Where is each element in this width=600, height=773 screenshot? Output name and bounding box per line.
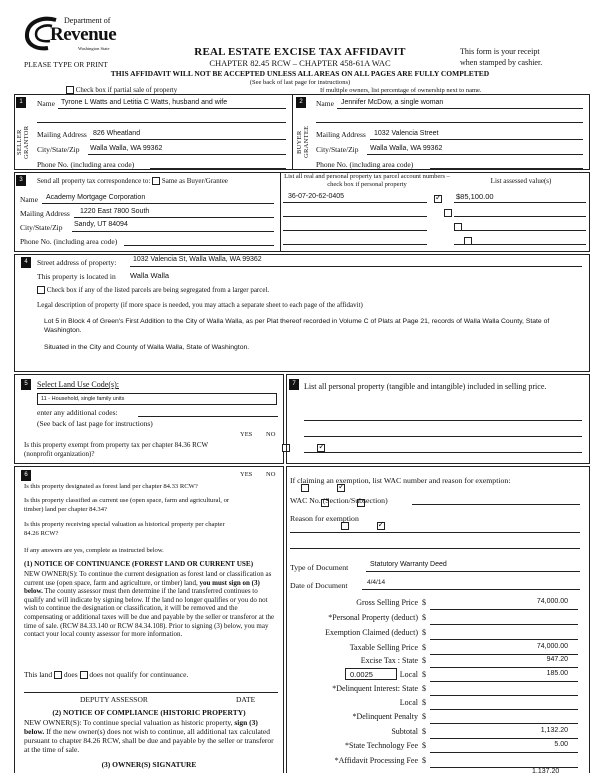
gross-row <box>290 598 578 610</box>
section-6-number: 6 <box>21 470 31 481</box>
s5-see-back: (See back of last page for instructions) <box>37 419 153 428</box>
local-tax-label: Local <box>399 670 418 679</box>
continuance-row <box>24 670 188 679</box>
warning-text: THIS AFFIDAVIT WILL NOT BE ACCEPTED UNLESS ALL AREAS ON ALL PAGES ARE FULLY COMPLETED <box>110 69 490 78</box>
s3-phone-line <box>124 245 274 246</box>
enter-codes-label: enter any additional codes: <box>37 408 118 417</box>
current-use-question: Is this property classified as current use (open space, farm and agricultural, or timber) land per chapter 84.34? <box>24 497 230 513</box>
buyer-name-label: Name <box>316 99 334 108</box>
notice-1-body-bold: you must sign on (3) below. <box>24 578 260 596</box>
buyer-phone-line <box>430 168 583 169</box>
same-as-buyer-checkbox[interactable] <box>152 177 160 185</box>
parcel-line-1 <box>283 202 427 203</box>
notice-1-title: (1) NOTICE OF CONTINUANCE (FOREST LAND OR CURRENT USE) <box>24 560 254 568</box>
s5-yes-header: YES <box>240 431 253 438</box>
partial-sale-label: Check box if partial sale of property <box>75 86 178 94</box>
penalty-label: *Delinquent Penalty <box>352 712 418 721</box>
buyer-name-line <box>337 108 583 109</box>
parcel-line-4 <box>283 244 427 245</box>
s3-mailing-value: 1220 East 7800 South <box>80 208 150 215</box>
historic-question: Is this property receiving special valuation as historical property per chapter 84.26 RCW? <box>24 521 225 537</box>
see-back-text: (See back of last page for instructions) <box>249 79 351 86</box>
s3-city-line <box>72 231 274 232</box>
affidavit-fee-dollar: $ <box>422 756 426 765</box>
send-correspondence-row <box>37 177 228 185</box>
send-correspondence-label: Send all property tax correspondence to: <box>37 177 151 185</box>
same-as-buyer-label: Same as Buyer/Grantee <box>161 177 228 185</box>
doc-type-line <box>366 571 580 572</box>
subtotal-line <box>430 738 578 739</box>
notice-3-title: (3) OWNER(S) SIGNATURE <box>101 760 197 769</box>
state-tax-label: Excise Tax : State <box>360 656 418 665</box>
if-yes-note: If any answers are yes, complete as instructed below. <box>24 547 164 554</box>
gross-dollar: $ <box>422 598 426 607</box>
local-tax-dollar: $ <box>422 670 426 679</box>
parcel-line-2 <box>283 216 427 217</box>
segregated-row <box>37 286 269 294</box>
assessed-line-4 <box>454 244 586 245</box>
taxable-row <box>290 643 578 655</box>
subtotal-row <box>290 727 578 739</box>
s3-mailing-line <box>74 217 274 218</box>
qualify-label: qualify for continuance. <box>116 670 189 679</box>
s3-name-value: Academy Mortgage Corporation <box>46 194 146 201</box>
gross-line <box>430 609 578 610</box>
taxable-label: Taxable Selling Price <box>349 643 418 652</box>
affidavit-fee-row <box>290 756 578 768</box>
personal-property-note: List all personal property (tangible and intangible) included in selling price. <box>304 382 547 391</box>
penalty-line <box>430 723 578 724</box>
receipt-note-2: when stamped by cashier. <box>460 58 543 67</box>
receipt-note-1: This form is your receipt <box>460 47 540 56</box>
exemption-line <box>430 639 578 640</box>
buyer-city-value: Walla Walla, WA 99362 <box>370 145 443 152</box>
parcel-header: List all real and personal property tax parcel account numbers – check box if personal property <box>284 173 450 188</box>
tech-fee-line <box>430 752 578 753</box>
enter-codes-line <box>138 416 278 417</box>
seller-mailing-label: Mailing Address <box>37 130 87 139</box>
logo-line3: Washington State <box>78 46 110 51</box>
personal-property-line-1 <box>304 420 582 421</box>
personal-label: *Personal Property (deduct) <box>328 613 418 622</box>
assessed-line-2 <box>454 216 586 217</box>
buyer-name-value: Jennifer McDow, a single woman <box>341 99 444 106</box>
section-4-number: 4 <box>21 257 31 268</box>
seller-name-line <box>58 108 286 109</box>
subtotal-label: Subtotal <box>391 727 418 736</box>
section-1-number: 1 <box>16 97 26 108</box>
notice-2-body-bold: sign (3) below. <box>24 718 258 736</box>
buyer-name-line-2 <box>316 122 583 123</box>
notice-1-body-a: NEW OWNER(S): To continue the current designation as forest land or classification as current use (open space, farm and agriculture, or timber) land, <box>24 570 272 587</box>
does-label: does <box>63 670 78 679</box>
parcel-line-3 <box>283 230 427 231</box>
delinq-int-line <box>430 695 578 696</box>
logo-line1: Department of <box>64 16 111 25</box>
state-tax-line <box>430 667 578 668</box>
s5-no-header: NO <box>266 431 276 438</box>
s6-yes-header: YES <box>240 471 253 478</box>
does-not-label: does not <box>89 670 115 679</box>
notice-1-body <box>24 570 278 639</box>
doc-date-line <box>362 589 580 590</box>
street-label: Street address of property: <box>37 258 117 267</box>
penalty-row <box>290 712 578 724</box>
section-3-number: 3 <box>16 175 26 186</box>
multiple-owners-note: If multiple owners, list percentage of ownership next to name. <box>320 87 482 94</box>
doc-type-label: Type of Document <box>290 563 349 572</box>
notice-2-title: (2) NOTICE OF COMPLIANCE (HISTORIC PROPERTY) <box>52 708 246 717</box>
local-tax-value: 185.00 <box>546 670 568 677</box>
exemption-row <box>290 628 578 640</box>
wac-line <box>412 504 580 505</box>
doc-date-value: 4/4/14 <box>367 579 386 586</box>
forest-question: Is this property designated as forest land per chapter 84.33 RCW? <box>24 483 198 490</box>
buyer-city-line <box>367 154 583 155</box>
tech-fee-dollar: $ <box>422 741 426 750</box>
located-label: This property is located in <box>37 272 116 281</box>
local-tax-row <box>290 670 578 682</box>
reason-line-1 <box>290 532 580 533</box>
state-tax-row <box>290 656 578 668</box>
notice-2-body-b: If the new owner(s) does not wish to continue, all additional tax calculated pursuant to chapter 84.26 RCW, shall be due and payable by the seller or transferor at the time of sale. <box>24 727 274 754</box>
tech-fee-label: *State Technology Fee <box>344 741 418 750</box>
personal-property-checkbox-1[interactable] <box>434 195 442 203</box>
buyer-side-label: BUYER GRANTEE <box>296 125 310 159</box>
reason-label: Reason for exemption <box>290 514 359 523</box>
exemption-claim-label: If claiming an exemption, list WAC number and reason for exemption: <box>290 476 511 485</box>
divider-s3 <box>280 172 281 252</box>
seller-phone-label: Phone No. (including area code) <box>37 160 135 169</box>
segregated-label: Check box if any of the listed parcels are being segregated from a larger parcel. <box>46 286 270 294</box>
s3-mailing-label: Mailing Address <box>20 209 70 218</box>
seller-name-line-2 <box>37 122 286 123</box>
subtotal-dollar: $ <box>422 727 426 736</box>
delinq-int-dollar: $ <box>422 684 426 693</box>
buyer-mailing-line <box>370 139 583 140</box>
seller-name-value: Tyrone L Watts and Letitia C Watts, husband and wife <box>61 99 228 106</box>
this-land-label: This land <box>24 670 53 679</box>
seller-city-line <box>88 154 286 155</box>
personal-property-checkbox-2[interactable] <box>444 209 452 217</box>
s3-city-label: City/State/Zip <box>20 223 63 232</box>
deputy-date-label: DATE <box>236 695 256 704</box>
gross-value: 74,000.00 <box>536 598 568 605</box>
section-2-number: 2 <box>296 97 306 108</box>
street-value: 1032 Valencia St, Walla Walla, WA 99362 <box>133 256 262 263</box>
tech-fee-value: 5.00 <box>554 741 568 748</box>
delinq-local-label: Local <box>399 698 418 707</box>
buyer-city-label: City/State/Zip <box>316 145 359 154</box>
s3-city-value: Sandy, UT 84094 <box>74 221 128 228</box>
delinq-local-row <box>290 698 578 710</box>
affidavit-fee-label: *Affidavit Processing Fee <box>334 756 418 765</box>
s3-phone-label: Phone No. (including area code) <box>20 237 118 246</box>
tech-fee-row <box>290 741 578 753</box>
taxable-value: 74,000.00 <box>536 643 568 650</box>
please-type: PLEASE TYPE OR PRINT <box>24 60 108 69</box>
local-tax-line <box>430 681 578 682</box>
located-value: Walla Walla <box>130 271 170 280</box>
does-not-checkbox[interactable] <box>80 671 88 679</box>
total-due-partial: 1,137.20 <box>532 768 560 773</box>
reason-line-2 <box>290 548 580 549</box>
notice-1-body-b: The county assessor must then determine if the land transferred continues to qualify and will indicate by signing below. If the land no longer qualifies or you do not wish to continue the designation or classification, it will be removed and the compensating or additional taxes will be due and payable by the seller or transferor at the time of sale. (RCW 84.33.140 or RCW 84.34.108). Prior to signing (3) below, you may contact your local county assessor for more information. <box>24 587 275 639</box>
exemption-dollar: $ <box>422 628 426 637</box>
local-rate-box[interactable]: 0.0025 <box>345 668 397 680</box>
form-chapter: CHAPTER 82.45 RCW – CHAPTER 458-61A WAC <box>209 58 391 68</box>
gross-label: Gross Selling Price <box>356 598 418 607</box>
legal-description-2: Situated in the City and County of Walla Walla, State of Washington. <box>44 344 250 351</box>
land-use-label: Select Land Use Code(s): <box>37 380 119 389</box>
deputy-signature-line <box>24 692 278 693</box>
s6-no-header: NO <box>266 471 276 478</box>
subtotal-value: 1,132.20 <box>540 727 568 734</box>
buyer-mailing-label: Mailing Address <box>316 130 366 139</box>
logo-line2: Revenue <box>50 24 117 45</box>
form-title: REAL ESTATE EXCISE TAX AFFIDAVIT <box>194 46 406 58</box>
assessed-header: List assessed value(s) <box>490 177 552 185</box>
seller-name-label: Name <box>37 99 55 108</box>
delinq-int-label: *Delinquent Interest: State <box>332 684 418 693</box>
state-tax-value: 947.20 <box>546 656 568 663</box>
deputy-assessor-label: DEPUTY ASSESSOR <box>80 695 148 704</box>
seller-city-value: Walla Walla, WA 99362 <box>90 145 163 152</box>
assessed-line-3 <box>454 230 586 231</box>
personal-row <box>290 613 578 625</box>
notice-2-body-a: NEW OWNER(S): To continue special valuation as historic property, <box>24 718 235 727</box>
wac-label: WAC No. (Section/Subsection) <box>290 496 388 505</box>
personal-line <box>430 624 578 625</box>
does-checkbox[interactable] <box>54 671 62 679</box>
parcel-number-1: 36-07-20-62-0405 <box>288 193 345 200</box>
legal-label: Legal description of property (if more space is needed, you may attach a separate sheet to each page of the affidavit) <box>37 301 363 309</box>
land-use-select[interactable]: 11 - Household, single family units <box>37 393 277 405</box>
exempt-question: Is this property exempt from property tax per chapter 84.36 RCW (nonprofit organization)? <box>24 441 208 458</box>
seller-side-label: SELLER GRANTOR <box>16 125 30 159</box>
seller-mailing-line <box>90 139 286 140</box>
penalty-dollar: $ <box>422 712 426 721</box>
buyer-phone-label: Phone No. (including area code) <box>316 160 414 169</box>
taxable-dollar: $ <box>422 643 426 652</box>
personal-property-line-2 <box>304 436 582 437</box>
seller-phone-line <box>150 168 286 169</box>
buyer-mailing-value: 1032 Valencia Street <box>374 130 439 137</box>
delinq-int-row <box>290 684 578 696</box>
assessed-line-1 <box>454 202 586 203</box>
notice-2-body <box>24 718 278 754</box>
s3-name-label: Name <box>20 195 38 204</box>
doc-type-value: Statutory Warranty Deed <box>370 561 447 568</box>
legal-description-1: Lot 5 in Block 4 of Green's First Addition to the City of Walla Walla, as per Plat thereof recorded in Volume C of Plats at Page 21, records of Walla Walla County, State of Washington. <box>44 318 550 334</box>
s3-name-line <box>42 203 274 204</box>
section-7-number: 7 <box>289 379 299 390</box>
personal-property-line-3 <box>304 452 582 453</box>
doc-date-label: Date of Document <box>290 581 348 590</box>
seller-city-label: City/State/Zip <box>37 145 80 154</box>
segregated-checkbox[interactable] <box>37 286 45 294</box>
personal-dollar: $ <box>422 613 426 622</box>
street-line <box>130 266 582 267</box>
state-tax-dollar: $ <box>422 656 426 665</box>
seller-mailing-value: 826 Wheatland <box>93 130 141 137</box>
delinq-local-dollar: $ <box>422 698 426 707</box>
taxable-line <box>430 654 578 655</box>
assessed-value-1: $85,100.00 <box>456 192 494 201</box>
divider-seller-buyer <box>292 94 293 170</box>
exemption-claimed-label: Exemption Claimed (deduct) <box>325 628 418 637</box>
delinq-local-line <box>430 709 578 710</box>
section-5-number: 5 <box>21 379 31 390</box>
